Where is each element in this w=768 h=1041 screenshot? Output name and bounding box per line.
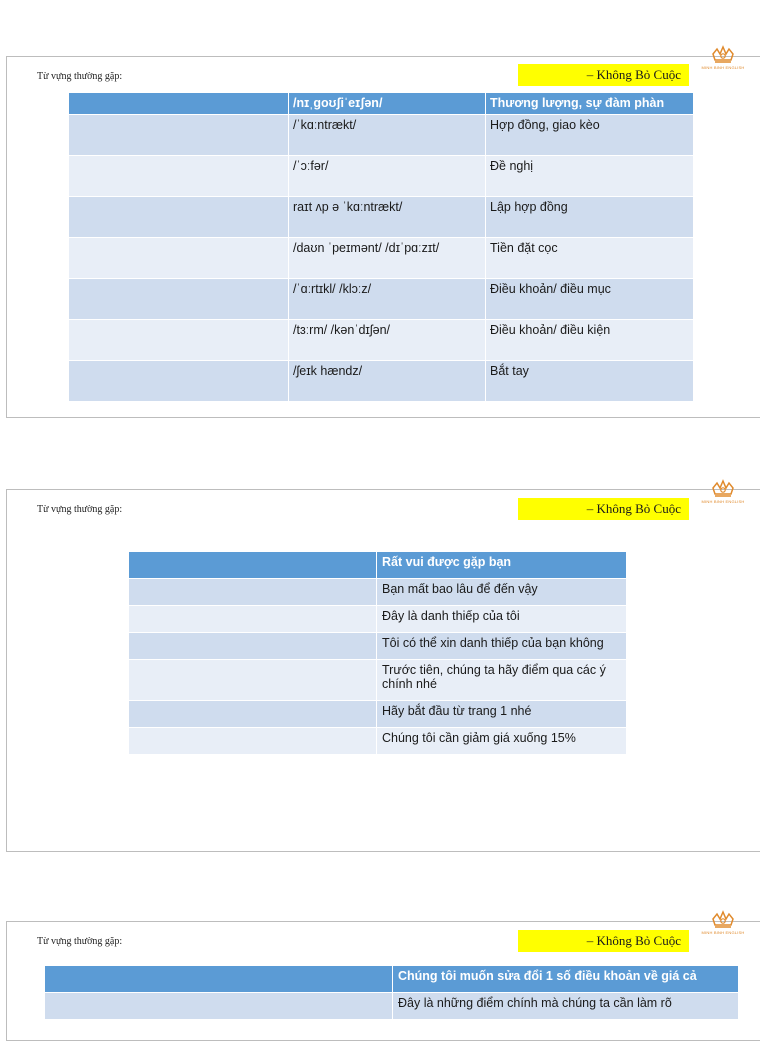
brand-logo <box>695 910 751 944</box>
table-row <box>129 728 627 755</box>
table-row <box>45 966 739 993</box>
table-row <box>69 279 694 320</box>
phonetic-cell: /ˈɔːfər/ <box>289 156 486 197</box>
word-cell <box>69 156 289 197</box>
table-row <box>45 993 739 1020</box>
table-row <box>129 633 627 660</box>
table-row <box>69 197 694 238</box>
meaning-cell: Trước tiên, chúng ta hãy điểm qua các ý chính nhé <box>377 660 627 701</box>
phrase-cell <box>129 552 377 579</box>
title-banner: – Không Bỏ Cuộc <box>518 930 689 952</box>
word-cell <box>69 361 289 402</box>
title-banner: – Không Bỏ Cuộc <box>518 64 689 86</box>
table-row <box>69 156 694 197</box>
table-row <box>69 361 694 402</box>
meaning-cell: Lập hợp đồng <box>486 197 694 238</box>
slide-subtitle: Từ vựng thường gặp: <box>37 936 123 947</box>
table-row <box>69 320 694 361</box>
table-row <box>129 606 627 633</box>
meaning-cell: Điều khoản/ điều mục <box>486 279 694 320</box>
phrase-cell <box>129 660 377 701</box>
meaning-cell: Chúng tôi muốn sửa đổi 1 số điều khoản về giá cả <box>393 966 739 993</box>
vocabulary-table <box>68 92 694 402</box>
crown-icon <box>710 910 736 930</box>
table-row <box>69 115 694 156</box>
word-cell <box>69 238 289 279</box>
phonetic-cell: /ʃeɪk hændz/ <box>289 361 486 402</box>
meaning-cell: Rất vui được gặp bạn <box>377 552 627 579</box>
meaning-cell: Tôi có thể xin danh thiếp của bạn không <box>377 633 627 660</box>
table-row <box>69 238 694 279</box>
phonetic-cell: /ˈɑːrtɪkl/ /klɔːz/ <box>289 279 486 320</box>
phrase-cell <box>129 728 377 755</box>
phrase-cell <box>129 606 377 633</box>
title-banner: – Không Bỏ Cuộc <box>518 498 689 520</box>
meaning-cell: Chúng tôi cần giảm giá xuống 15% <box>377 728 627 755</box>
meaning-cell: Đây là những điểm chính mà chúng ta cần làm rõ <box>393 993 739 1020</box>
phrases-table <box>44 965 739 1020</box>
brand-logo <box>695 45 751 79</box>
phrase-cell <box>129 701 377 728</box>
brand-logo <box>695 479 751 513</box>
phonetic-cell: /nɪˌɡoʊʃiˈeɪʃən/ <box>289 93 486 115</box>
phonetic-cell: /daʊn ˈpeɪmənt/ /dɪˈpɑːzɪt/ <box>289 238 486 279</box>
meaning-cell: Đây là danh thiếp của tôi <box>377 606 627 633</box>
word-cell <box>69 279 289 320</box>
phonetic-cell: raɪt ʌp ə ˈkɑːntrækt/ <box>289 197 486 238</box>
meaning-cell: Bắt tay <box>486 361 694 402</box>
meaning-cell: Tiền đặt cọc <box>486 238 694 279</box>
phonetic-cell: /tɜːrm/ /kənˈdɪʃən/ <box>289 320 486 361</box>
logo-text: MINH BINH ENGLISH <box>701 499 745 504</box>
slide-1 <box>6 56 760 418</box>
crown-icon <box>710 479 736 499</box>
logo-text: MINH BINH ENGLISH <box>701 65 745 70</box>
table-row <box>129 660 627 701</box>
word-cell <box>69 93 289 115</box>
slide-subtitle: Từ vựng thường gặp: <box>37 504 123 515</box>
word-cell <box>69 197 289 238</box>
meaning-cell: Thương lượng, sự đàm phàn <box>486 93 694 115</box>
word-cell <box>69 320 289 361</box>
phrase-cell <box>45 993 393 1020</box>
word-cell <box>69 115 289 156</box>
phrase-cell <box>45 966 393 993</box>
table-row <box>129 579 627 606</box>
phrases-table <box>128 551 627 755</box>
meaning-cell: Hợp đồng, giao kèo <box>486 115 694 156</box>
slide-2 <box>6 489 760 852</box>
table-row <box>129 701 627 728</box>
phrase-cell <box>129 579 377 606</box>
meaning-cell: Bạn mất bao lâu để đến vậy <box>377 579 627 606</box>
crown-icon <box>710 45 736 65</box>
table-row <box>69 93 694 115</box>
slide-3 <box>6 921 760 1041</box>
phrase-cell <box>129 633 377 660</box>
meaning-cell: Đề nghị <box>486 156 694 197</box>
table-row <box>129 552 627 579</box>
meaning-cell: Điều khoản/ điều kiện <box>486 320 694 361</box>
phonetic-cell: /ˈkɑːntrækt/ <box>289 115 486 156</box>
logo-text: MINH BINH ENGLISH <box>701 930 745 935</box>
slide-subtitle: Từ vựng thường gặp: <box>37 71 123 82</box>
meaning-cell: Hãy bắt đầu từ trang 1 nhé <box>377 701 627 728</box>
